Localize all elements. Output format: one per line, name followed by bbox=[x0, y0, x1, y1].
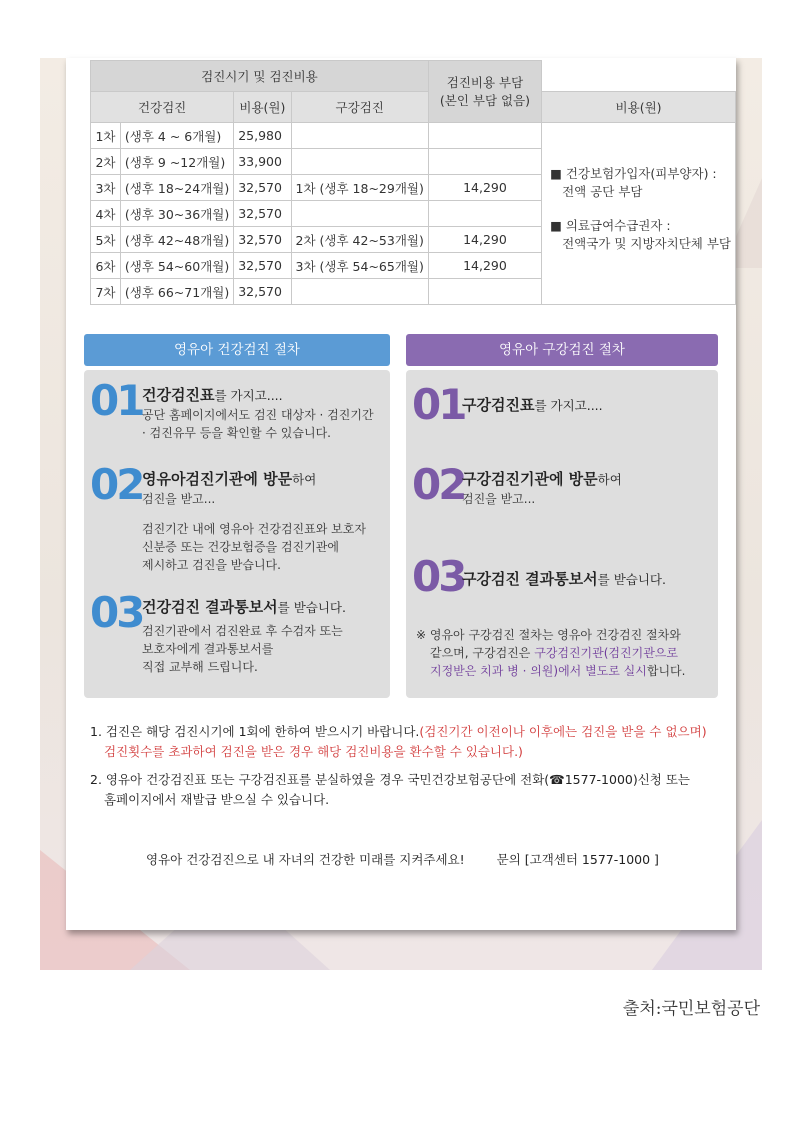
step-title-suffix: 하여 bbox=[597, 472, 622, 487]
step-title bbox=[142, 596, 346, 617]
row-oral: 2차 (생후 42~53개월) bbox=[291, 227, 428, 253]
step-title-bold: 구강검진표 bbox=[462, 396, 535, 414]
col-oral: 구강검진 bbox=[291, 92, 428, 123]
row-cost: 33,900 bbox=[234, 149, 291, 175]
row-oral-cost bbox=[428, 201, 541, 227]
row-oral-cost: 14,290 bbox=[428, 253, 541, 279]
oral-note-line: ※ 영유아 구강검진 절차는 영유아 건강검진 절차와 bbox=[416, 628, 681, 642]
step-number: 02 bbox=[90, 460, 143, 509]
step-title bbox=[462, 394, 603, 415]
footer-contact: 문의 [고객센터 1577-1000 ] bbox=[496, 852, 659, 867]
row-period: (생후 54~60개월) bbox=[120, 253, 233, 279]
row-oral-cost bbox=[428, 149, 541, 175]
step-title-bold: 건강검진 결과통보서 bbox=[142, 598, 278, 616]
row-oral bbox=[291, 201, 428, 227]
col-cost2: 비용(원) bbox=[542, 92, 736, 123]
step-desc-line: 검진기관에서 검진완료 후 수검자 또는 bbox=[142, 624, 343, 638]
row-no: 6차 bbox=[91, 253, 121, 279]
step-title-suffix: 를 가지고.... bbox=[214, 388, 283, 403]
step-desc-line: 보호자에게 결과통보서를 bbox=[142, 642, 274, 656]
oral-note-line bbox=[430, 662, 685, 680]
oral-note-text: 합니다. bbox=[646, 664, 686, 678]
row-oral: 1차 (생후 18~29개월) bbox=[291, 175, 428, 201]
step-title-suffix: 를 가지고.... bbox=[534, 398, 603, 413]
row-period: (생후 42~48개월) bbox=[120, 227, 233, 253]
step-number: 02 bbox=[412, 460, 465, 509]
row-cost: 32,570 bbox=[234, 279, 291, 305]
oral-note-highlight: 지정받은 치과 병 · 의원)에서 별도로 실시 bbox=[430, 664, 647, 678]
row-no: 4차 bbox=[91, 201, 121, 227]
step-title-suffix: 를 받습니다. bbox=[597, 572, 666, 587]
row-oral bbox=[291, 149, 428, 175]
oral-proc-box bbox=[406, 370, 718, 698]
burden-2-desc: 전액국가 및 지방자치단체 부담 bbox=[562, 235, 731, 251]
step-title-bold: 건강검진표 bbox=[142, 386, 215, 404]
step-desc-line: 검진을 받고... bbox=[142, 492, 216, 506]
row-period: (생후 9 ~12개월) bbox=[120, 149, 233, 175]
note-1-line bbox=[90, 722, 707, 742]
step-title bbox=[462, 568, 666, 589]
source-credit: 출처:국민보험공단 bbox=[622, 999, 760, 1019]
col-cost1: 비용(원) bbox=[234, 92, 291, 123]
row-oral bbox=[291, 123, 428, 149]
step-number: 03 bbox=[90, 588, 143, 637]
step-title-bold: 구강검진기관에 방문 bbox=[462, 470, 598, 488]
row-no: 3차 bbox=[91, 175, 121, 201]
oral-note-line bbox=[430, 644, 678, 662]
row-period: (생후 4 ~ 6개월) bbox=[120, 123, 233, 149]
col-health: 건강검진 bbox=[91, 92, 234, 123]
step-number: 03 bbox=[412, 552, 465, 601]
row-period: (생후 30~36개월) bbox=[120, 201, 233, 227]
step-title-suffix: 를 받습니다. bbox=[277, 600, 346, 615]
health-proc-box bbox=[84, 370, 390, 698]
table-header-row bbox=[91, 61, 736, 92]
burden-2-title: ■ 의료급여수급권자 : bbox=[550, 217, 671, 233]
row-period: (생후 18~24개월) bbox=[120, 175, 233, 201]
step-desc-line: 제시하고 검진을 받습니다. bbox=[142, 558, 281, 572]
row-cost: 32,570 bbox=[234, 227, 291, 253]
footer-slogan: 영유아 건강검진으로 내 자녀의 건강한 미래를 지켜주세요! bbox=[146, 852, 465, 867]
header-period: 검진시기 및 검진비용 bbox=[91, 61, 429, 92]
row-no: 5차 bbox=[91, 227, 121, 253]
notes-section bbox=[90, 722, 707, 810]
step-title bbox=[142, 384, 283, 405]
step-title bbox=[462, 468, 622, 489]
poster-card bbox=[66, 58, 736, 930]
step-desc-line: 공단 홈페이지에서도 검진 대상자 · 검진기간 bbox=[142, 408, 374, 422]
row-no: 1차 bbox=[91, 123, 121, 149]
burden-cell bbox=[542, 123, 736, 305]
row-period: (생후 66~71개월) bbox=[120, 279, 233, 305]
step-desc-line: 검진기간 내에 영유아 건강검진표와 보호자 bbox=[142, 522, 366, 536]
row-no: 2차 bbox=[91, 149, 121, 175]
footer bbox=[146, 850, 659, 868]
step-number: 01 bbox=[90, 376, 143, 425]
row-oral bbox=[291, 279, 428, 305]
step-title-bold: 구강검진 결과통보서 bbox=[462, 570, 598, 588]
step-desc-line: 직접 교부해 드립니다. bbox=[142, 660, 258, 674]
header-burden-line1: 검진비용 부담 bbox=[446, 74, 524, 90]
fee-table bbox=[90, 60, 736, 305]
header-burden bbox=[428, 61, 541, 123]
step-title bbox=[142, 468, 316, 489]
step-title-suffix: 하여 bbox=[292, 472, 317, 487]
row-oral: 3차 (생후 54~65개월) bbox=[291, 253, 428, 279]
oral-proc-title: 영유아 구강검진 절차 bbox=[406, 334, 718, 366]
table-subheader-row bbox=[91, 92, 736, 123]
note-2-text-cont: 홈페이지에서 재발급 받으실 수 있습니다. bbox=[104, 792, 330, 807]
row-cost: 32,570 bbox=[234, 175, 291, 201]
note-1-text: 1. 검진은 해당 검진시기에 1회에 한하여 받으시기 바랍니다. bbox=[90, 724, 420, 739]
step-desc-line: 검진을 받고... bbox=[462, 492, 536, 506]
step-number: 01 bbox=[412, 380, 465, 429]
row-no: 7차 bbox=[91, 279, 121, 305]
step-desc-line: · 검진유무 등을 확인할 수 있습니다. bbox=[142, 426, 331, 440]
health-proc-title: 영유아 건강검진 절차 bbox=[84, 334, 390, 366]
row-oral-cost: 14,290 bbox=[428, 227, 541, 253]
burden-1-title: ■ 건강보험가입자(피부양자) : bbox=[550, 165, 717, 181]
note-2-text: 2. 영유아 건강검진표 또는 구강검진표를 분실하였을 경우 국민건강보험공단에 전화(☎1577-1000)신청 또는 bbox=[90, 772, 690, 787]
row-cost: 32,570 bbox=[234, 201, 291, 227]
note-1-warning: (검진기간 이전이나 이후에는 검진을 받을 수 없으며) bbox=[419, 724, 707, 739]
note-1-warning-cont: 검진횟수를 초과하여 검진을 받은 경우 해당 검진비용을 환수할 수 있습니다.) bbox=[104, 744, 523, 759]
header-burden-line2: (본인 부담 없음) bbox=[439, 92, 531, 108]
row-cost: 25,980 bbox=[234, 123, 291, 149]
burden-1-desc: 전액 공단 부담 bbox=[562, 183, 643, 199]
row-oral-cost bbox=[428, 123, 541, 149]
table-row bbox=[91, 123, 736, 149]
oral-note-highlight: 구강검진기관(검진기관으로 bbox=[534, 646, 678, 660]
row-oral-cost bbox=[428, 279, 541, 305]
oral-note-text: 같으며, 구강검진은 bbox=[430, 646, 535, 660]
step-desc-line: 신분증 또는 건강보험증을 검진기관에 bbox=[142, 540, 339, 554]
row-oral-cost: 14,290 bbox=[428, 175, 541, 201]
row-cost: 32,570 bbox=[234, 253, 291, 279]
step-title-bold: 영유아검진기관에 방문 bbox=[142, 470, 293, 488]
